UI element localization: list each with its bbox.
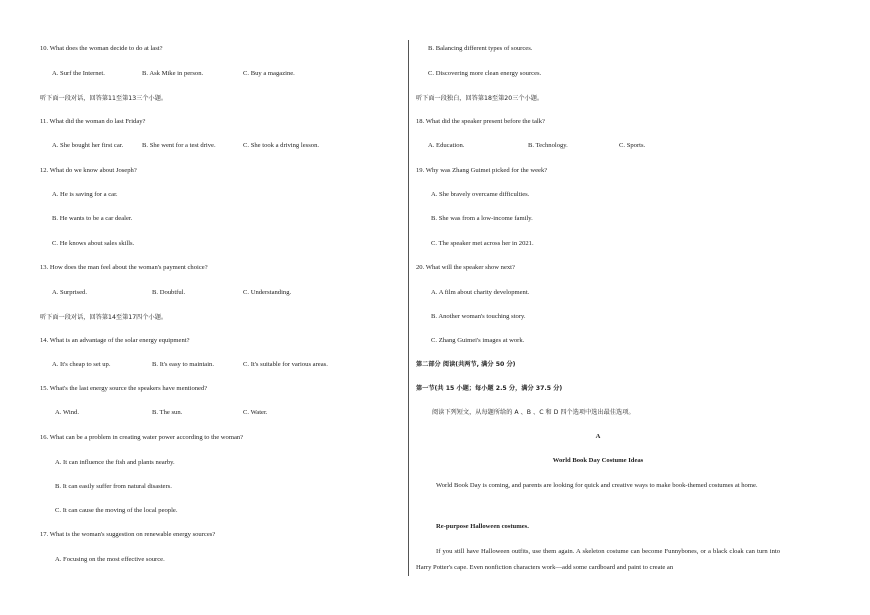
column-divider [408,40,409,576]
q16-option-c: C. It can cause the moving of the local people. [55,507,178,514]
passage-title: World Book Day Costume Ideas [552,457,644,464]
passage-paragraph-1: World Book Day is coming, and parents are looking for quick and creative ways to make book-themed costumes at home. [436,482,758,489]
question-16: 16. What can be a problem in creating water power according to the woman? [40,434,244,441]
q15-option-c: C. Water. [243,409,268,416]
q18-option-b: B. Technology. [528,142,568,149]
q16-option-a: A. It can influence the fish and plants nearby. [55,459,175,466]
question-18: 18. What did the speaker present before the talk? [416,118,545,125]
q20-option-c: C. Zhang Guimei's images at work. [431,337,525,344]
q10-option-c: C. Buy a magazine. [243,70,295,77]
q12-option-a: A. He is saving for a car. [52,191,118,198]
q15-option-b: B. The sun. [152,409,183,416]
question-17: 17. What is the woman's suggestion on renewable energy sources? [40,531,216,538]
reading-instruction: 阅读下列短文，从每题所给的 A 、B 、C 和 D 四个选项中选出最佳选项。 [432,409,635,416]
q18-option-c: C. Sports. [619,142,646,149]
question-19: 19. Why was Zhang Guimei picked for the week? [416,167,548,174]
instruction-18-20: 听下面一段独白，回答第18至第20三个小题。 [416,95,544,102]
q17-option-a: A. Focusing on the most effective source. [55,556,165,563]
section1-title: 第一节(共 15 小题；每小题 2.5 分，满分 37.5 分) [416,385,563,392]
part2-title: 第二部分 阅读(共两节, 满分 50 分) [416,361,516,368]
q13-option-c: C. Understanding. [243,289,292,296]
question-14: 14. What is an advantage of the solar energy equipment? [40,337,190,344]
question-12: 12. What do we know about Joseph? [40,167,137,174]
q20-option-b: B. Another woman's touching story. [431,313,526,320]
q13-option-a: A. Surprised. [52,289,87,296]
q20-option-a: A. A film about charity development. [431,289,530,296]
question-11: 11. What did the woman do last Friday? [40,118,146,125]
q19-option-b: B. She was from a low-income family. [431,215,533,222]
passage-paragraph-2: If you still have Halloween outfits, use them again. A skeleton costume can become Funnybones, or a black cloak can turn into Harry Potter's cape. Even nonfiction characters work—add some cardboard and paint to create an [416,548,780,571]
q16-option-b: B. It can easily suffer from natural disasters. [55,483,172,490]
q10-option-b: B. Ask Mike in person. [142,70,204,77]
q13-option-b: B. Doubtful. [152,289,186,296]
passage-subheading-1: Re-purpose Halloween costumes. [436,523,529,530]
q14-option-b: B. It's easy to maintain. [152,361,214,368]
q19-option-a: A. She bravely overcame difficulties. [431,191,530,198]
instruction-11-13: 听下面一段对话，回答第11至第13三个小题。 [40,95,168,102]
q15-option-a: A. Wind. [55,409,79,416]
q14-option-c: C. It's suitable for various areas. [243,361,328,368]
q10-option-a: A. Surf the Internet. [52,70,105,77]
q19-option-c: C. The speaker met across her in 2021. [431,240,534,247]
q17-option-b: B. Balancing different types of sources. [428,45,533,52]
q14-option-a: A. It's cheap to set up. [52,361,111,368]
q18-option-a: A. Education. [428,142,465,149]
question-15: 15. What's the last energy source the speakers have mentioned? [40,385,208,392]
question-13: 13. How does the man feel about the woman's payment choice? [40,264,208,271]
q11-option-c: C. She took a driving lesson. [243,142,320,149]
instruction-14-17: 听下面一段对话，回答第14至第17四个小题。 [40,314,168,321]
q11-option-b: B. She went for a test drive. [142,142,216,149]
passage-letter: A [595,433,601,440]
q17-option-c: C. Discovering more clean energy sources. [428,70,542,77]
q12-option-b: B. He wants to be a car dealer. [52,215,133,222]
question-20: 20. What will the speaker show next? [416,264,515,271]
q11-option-a: A. She bought her first car. [52,142,124,149]
question-10: 10. What does the woman decide to do at last? [40,45,163,52]
q12-option-c: C. He knows about sales skills. [52,240,135,247]
